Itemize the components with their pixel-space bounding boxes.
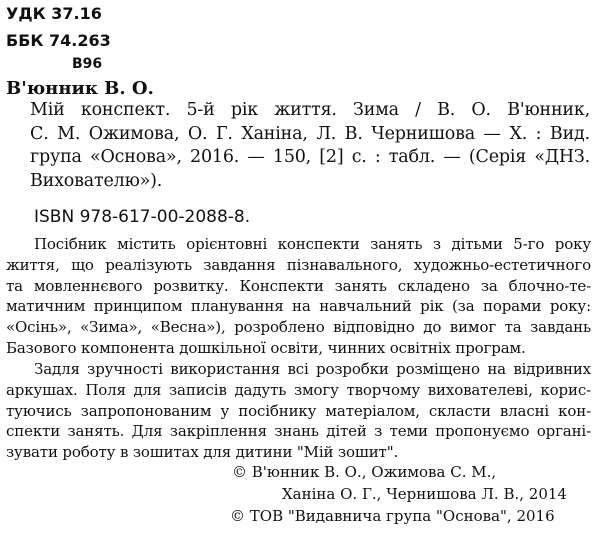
- annotation-line: спекти занять. Для закріплення знань дітей з теми пропонуємо органі-: [6, 422, 591, 441]
- annotation-line: аркушах. Поля для записів дадуть змогу творчому вихователеві, корис-: [6, 380, 591, 399]
- copyright-publisher: © ТОВ "Видавнича група "Основа", 2016: [230, 507, 555, 525]
- author-sign: В96: [72, 56, 103, 72]
- author-heading: В'юнник В. О.: [6, 78, 154, 99]
- description-line: Мій конспект. 5-й рік життя. Зима / В. О. В'юнник,: [30, 100, 590, 120]
- annotation-line: матичним принципом планування на навчальний рік (за порами року:: [6, 297, 591, 316]
- description-line: Вихователю»).: [30, 170, 163, 191]
- copyright-authors: © В'юнник В. О., Ожимова С. М.,: [232, 463, 497, 481]
- annotation-line: Базового компонента дошкільної освіти, чинних освітніх програм.: [6, 338, 526, 357]
- bbk-code: ББК 74.263: [6, 31, 111, 50]
- description-line: група «Основа», 2016. — 150, [2] с. : табл. — (Серія «ДНЗ.: [30, 147, 590, 167]
- isbn: ISBN 978-617-00-2088-8.: [34, 207, 251, 227]
- annotation-line: Посібник містить орієнтовні конспекти занять з дітьми 5-го року: [34, 235, 591, 253]
- annotation-paragraph-1: [6, 234, 591, 359]
- description-line: С. М. Ожимова, О. Г. Ханіна, Л. В. Чернишова — Х. : Вид.: [30, 123, 590, 144]
- bibliographic-description: [30, 99, 590, 193]
- annotation-line: туючись запропонованим у посібнику матеріалом, скласти власні кон-: [6, 401, 591, 420]
- annotation-line: зувати роботу в зошитах для дитини "Мій зошит".: [6, 443, 399, 462]
- annotation-paragraph-2: [6, 359, 591, 463]
- annotation-line: Задля зручності використання всі розробки розміщено на відривних: [34, 360, 591, 378]
- copyright-authors-continued: Ханіна О. Г., Чернишова Л. В., 2014: [282, 485, 567, 503]
- annotation-line: «Осінь», «Зима», «Весна»), розроблено відповідно до вимог та завдань: [6, 318, 591, 337]
- annotation-line: та мовленнєвого розвитку. Конспекти занять складено за блочно-те-: [6, 276, 591, 295]
- udk-code: УДК 37.16: [6, 4, 102, 23]
- annotation-line: життя, що реалізують завдання пізнавального, художньо-естетичного: [6, 255, 591, 274]
